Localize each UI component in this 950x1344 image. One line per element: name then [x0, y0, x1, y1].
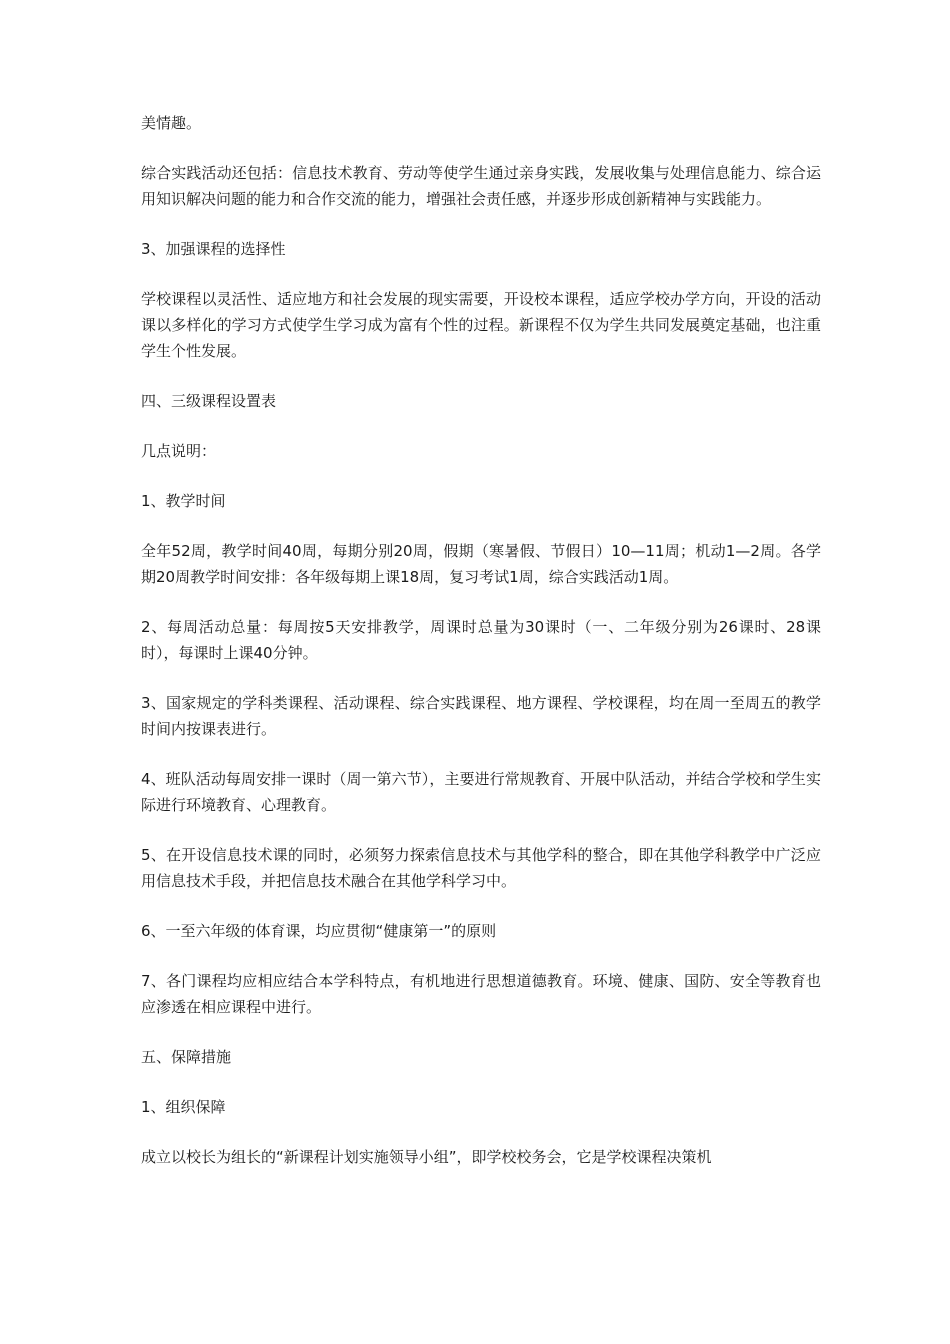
heading-teaching-time: 1、教学时间: [141, 492, 226, 510]
heading-section-five: 五、保障措施: [141, 1048, 232, 1066]
paragraph-comprehensive-practice: 综合实践活动还包括：信息技术教育、劳动等使学生通过亲身实践，发展收集与处理信息能力、综合运用知识解决问题的能力和合作交流的能力，增强社会责任感，并逐步形成创新精神与实践能力。: [141, 164, 821, 208]
paragraph-aesthetic-interest: 美情趣。: [141, 114, 202, 132]
paragraph-weekly-activity: 2、每周活动总量：每周按5天安排教学，周课时总量为30课时（一、二年级分别为26课时、28课时），每课时上课40分钟。: [141, 618, 821, 662]
paragraph-class-activity: 4、班队活动每周安排一课时（周一第六节），主要进行常规教育、开展中队活动，并结合学校和学生实际进行环境教育、心理教育。: [141, 770, 821, 814]
paragraph-national-courses: 3、国家规定的学科类课程、活动课程、综合实践课程、地方课程、学校课程，均在周一至周五的教学时间内按课表进行。: [141, 694, 821, 738]
heading-notes: 几点说明：: [141, 442, 217, 460]
paragraph-leadership-group: 成立以校长为组长的“新课程计划实施领导小组”，即学校校务会，它是学校课程决策机: [141, 1148, 712, 1166]
paragraph-pe-principle: 6、一至六年级的体育课，均应贯彻“健康第一”的原则: [141, 922, 497, 940]
heading-organization: 1、组织保障: [141, 1098, 226, 1116]
paragraph-teaching-time: 全年52周，教学时间40周，每期分别20周，假期（寒暑假、节假日）10—11周；机动1—2周。各学期20周教学时间安排：各年级每期上课18周，复习考试1周，综合实践活动1周。: [141, 542, 821, 586]
heading-strengthen-selectivity: 3、加强课程的选择性: [141, 240, 286, 258]
paragraph-moral-education: 7、各门课程均应相应结合本学科特点，有机地进行思想道德教育。环境、健康、国防、安全等教育也应渗透在相应课程中进行。: [141, 972, 821, 1016]
paragraph-school-curriculum: 学校课程以灵活性、适应地方和社会发展的现实需要，开设校本课程，适应学校办学方向，开设的活动课以多样化的学习方式使学生学习成为富有个性的过程。新课程不仅为学生共同发展奠定基础，也注重学生个性发展。: [141, 290, 821, 360]
heading-section-four: 四、三级课程设置表: [141, 392, 277, 410]
document-body: [141, 110, 821, 1170]
paragraph-it-integration: 5、在开设信息技术课的同时，必须努力探索信息技术与其他学科的整合，即在其他学科教学中广泛应用信息技术手段，并把信息技术融合在其他学科学习中。: [141, 846, 821, 890]
